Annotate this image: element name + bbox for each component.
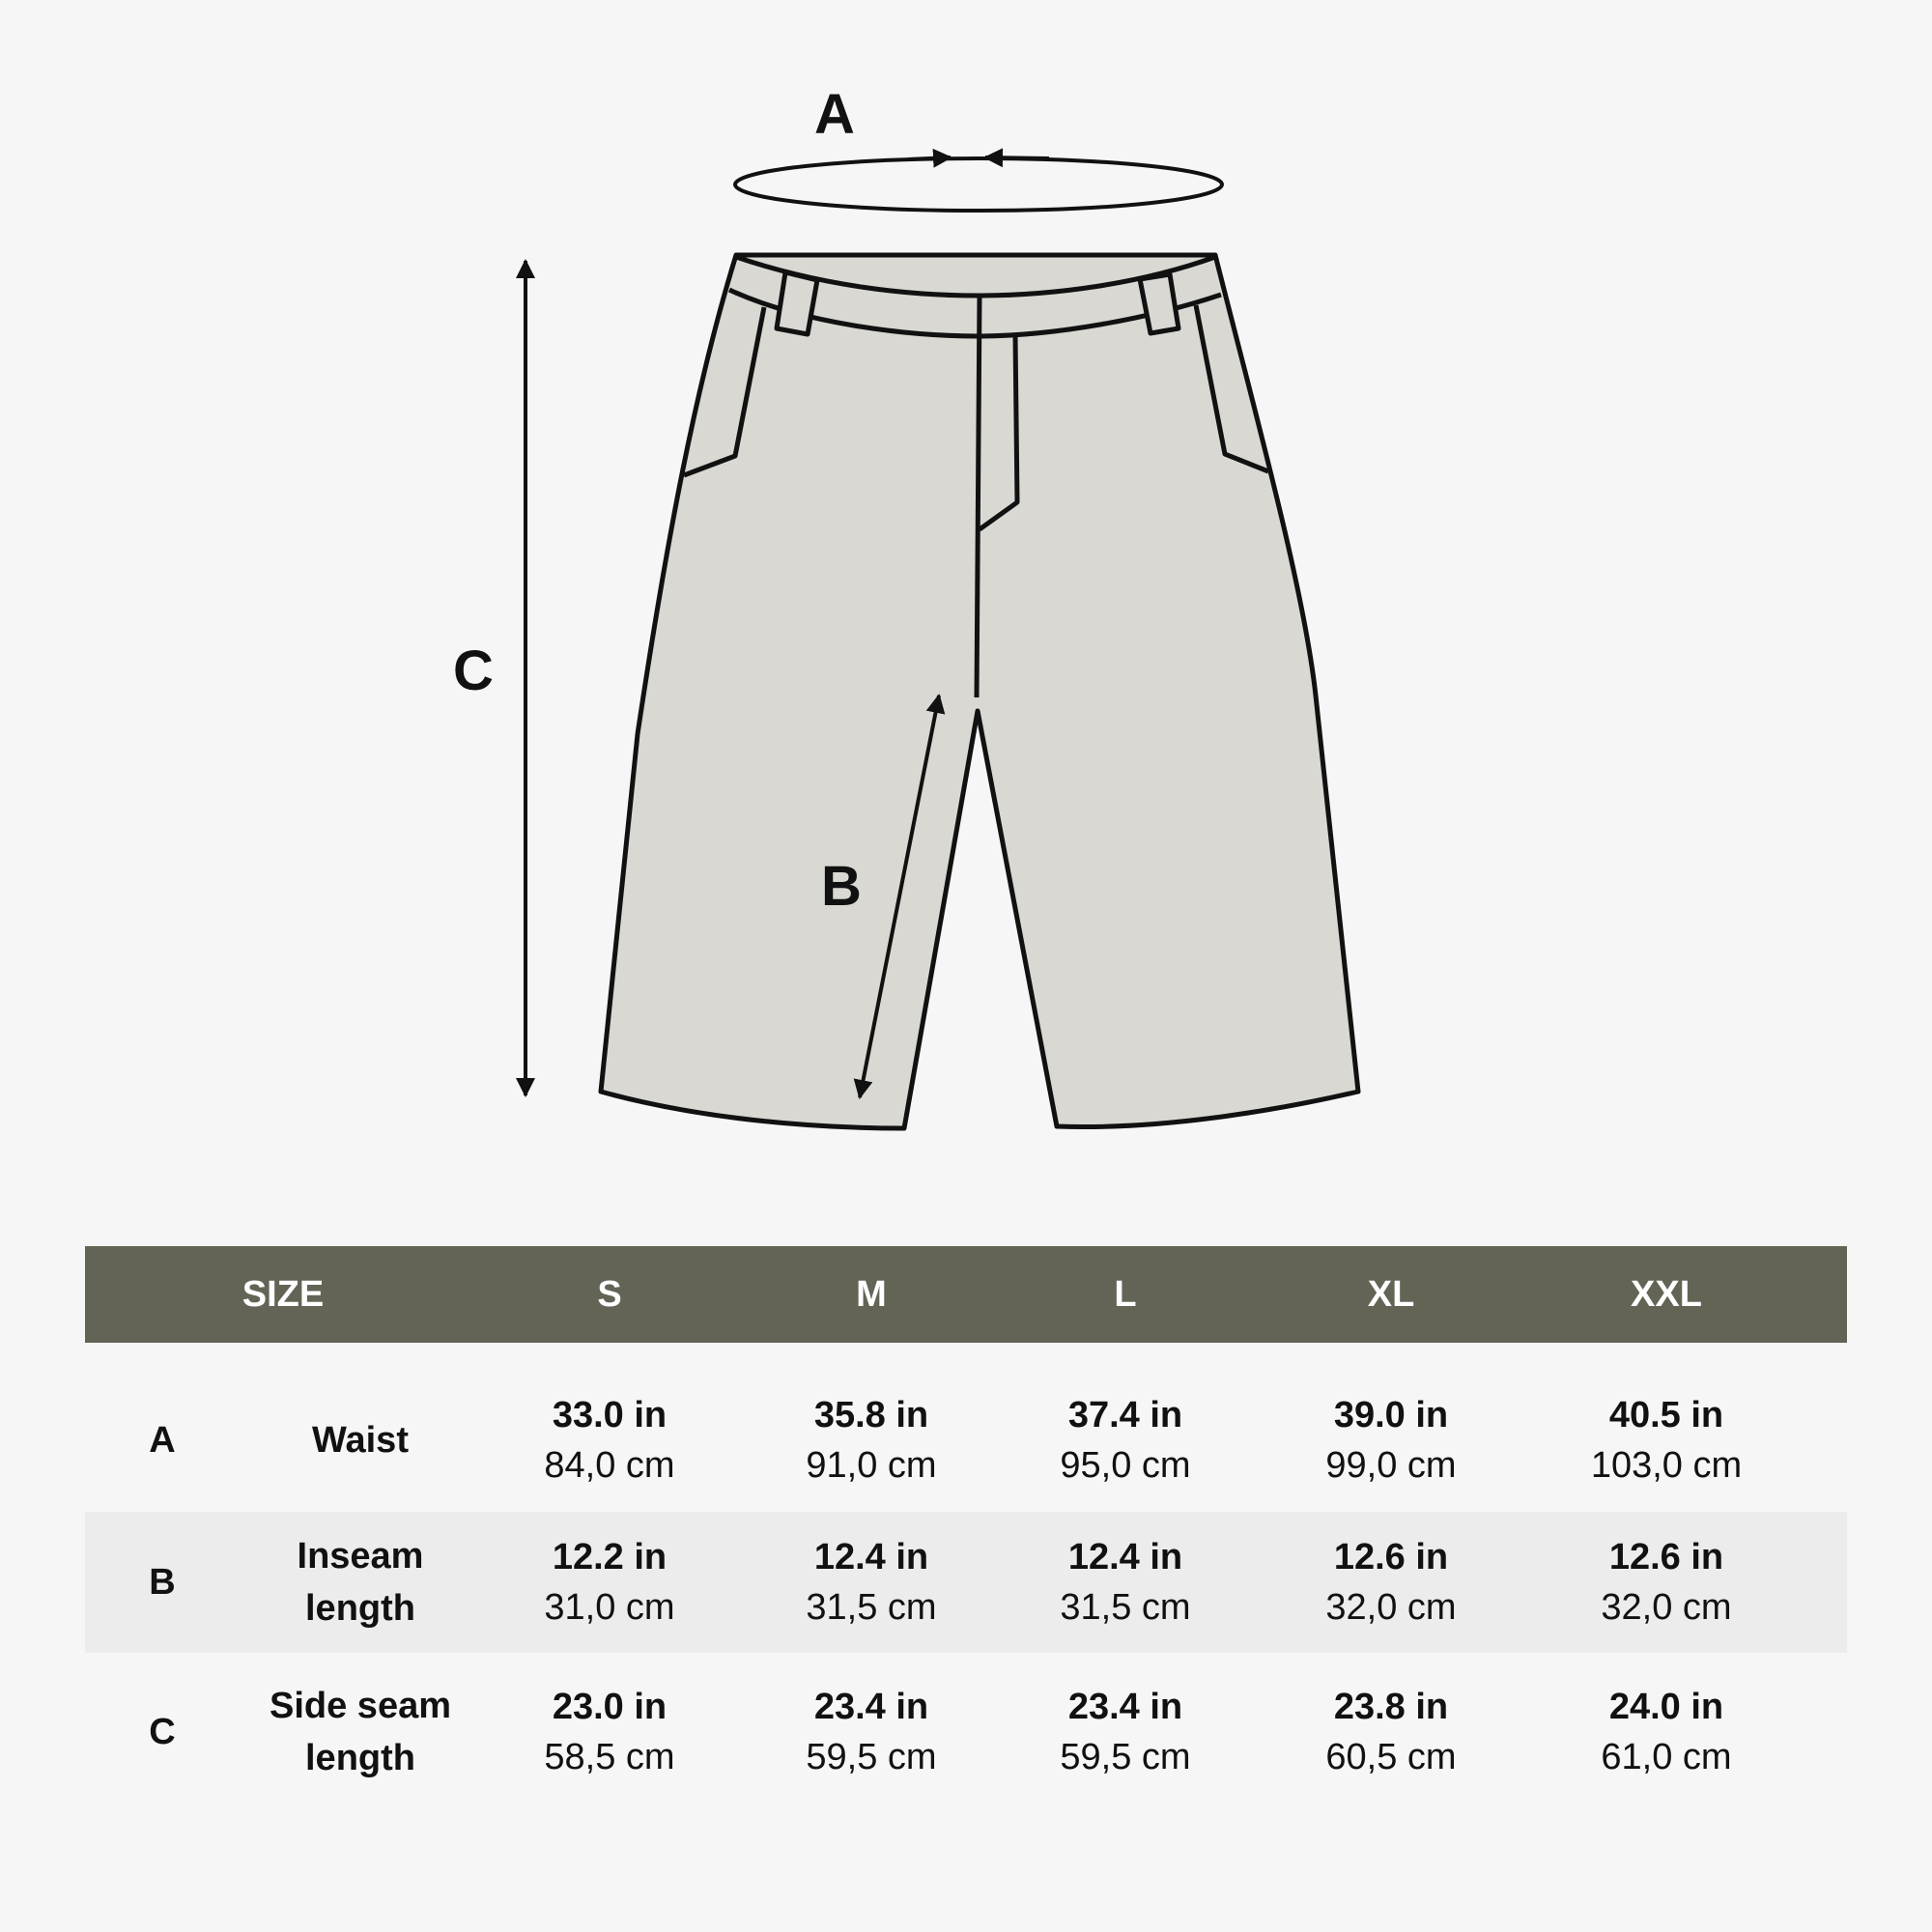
table-cell: 23.4 in 59,5 cm [1060,1687,1191,1777]
shorts-illustration [601,255,1358,1128]
table-cell: 12.6 in 32,0 cm [1325,1537,1457,1628]
row-name: Inseam length [297,1536,424,1629]
waist-ellipse [735,158,1222,211]
row-letter: A [149,1419,176,1461]
table-cell: 12.4 in 31,5 cm [806,1537,937,1628]
table-row-waist [85,1369,1847,1512]
dimension-a [735,83,1222,211]
table-cell: 23.0 in 58,5 cm [544,1687,675,1777]
belt-loop-left [777,272,817,334]
table-cell: 23.4 in 59,5 cm [806,1687,937,1777]
dimension-c [453,261,526,1095]
arrow-a-right [985,157,1049,158]
row-letter: C [149,1711,176,1752]
table-cell: 39.0 in 99,0 cm [1325,1395,1457,1486]
size-chart-table [85,1246,1847,1811]
table-cell: 12.6 in 32,0 cm [1601,1537,1732,1628]
header-size-l: L [1114,1273,1137,1315]
center-seam [977,296,980,697]
table-cell: 37.4 in 95,0 cm [1060,1395,1191,1486]
table-cell: 33.0 in 84,0 cm [544,1395,675,1486]
table-cell: 40.5 in 103,0 cm [1590,1395,1743,1486]
header-size-xxl: XXL [1631,1273,1702,1315]
label-a: A [814,83,855,146]
table-cell: 12.2 in 31,0 cm [544,1537,675,1628]
header-size-m: M [856,1273,887,1315]
table-cell: 12.4 in 31,5 cm [1060,1537,1191,1628]
row-name: Side seam length [270,1686,451,1778]
header-size-label: SIZE [242,1273,325,1315]
table-row-side-seam [85,1653,1847,1811]
table-cell: 23.8 in 60,5 cm [1325,1687,1457,1777]
label-b: B [821,855,862,918]
table-cell: 35.8 in 91,0 cm [806,1395,937,1486]
label-c: C [453,639,494,702]
table-cell: 24.0 in 61,0 cm [1601,1687,1732,1777]
header-size-xl: XL [1367,1273,1415,1315]
arrow-a-left [908,157,951,159]
header-size-s: S [597,1273,622,1315]
table-header [85,1246,1847,1343]
table-row-inseam [85,1512,1847,1653]
row-name: Waist [312,1420,409,1461]
row-letter: B [149,1561,176,1603]
